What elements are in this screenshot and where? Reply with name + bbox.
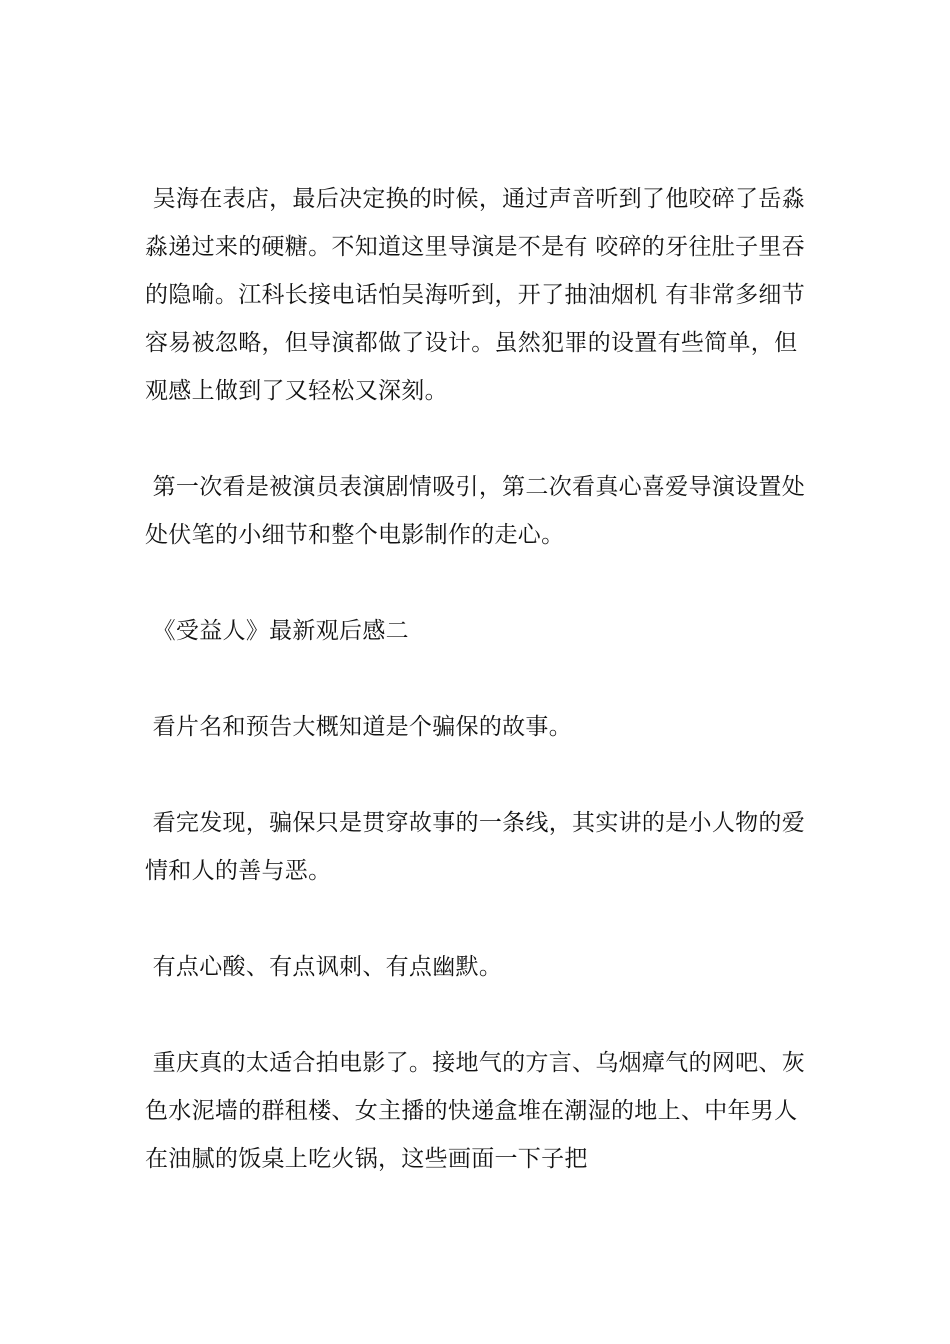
paragraph-1: 吴海在表店，最后决定换的时候，通过声音听到了他咬碎了岳淼淼递过来的硬糖。不知道这里导演是不是有 咬碎的牙往肚子里吞 的隐喻。江科长接电话怕吴海听到，开了抽油烟机 有非常多细节容易被忽略，但导演都做了设计。虽然犯罪的设置有些简单，但观感上做到了又轻松又深刻。	[145, 186, 813, 404]
paragraph-4: 看完发现，骗保只是贯穿故事的一条线，其实讲的是小人物的爱情和人的善与恶。	[145, 810, 806, 884]
section-heading: 《受益人》最新观后感二	[145, 618, 409, 644]
document-body	[145, 175, 813, 1231]
paragraph-5: 有点心酸、有点讽刺、有点幽默。	[145, 954, 503, 980]
paragraph-2: 第一次看是被演员表演剧情吸引，第二次看真心喜爱导演设置处处伏笔的小细节和整个电影制作的走心。	[145, 474, 806, 548]
paragraph-3: 看片名和预告大概知道是个骗保的故事。	[145, 714, 573, 740]
paragraph-6: 重庆真的太适合拍电影了。接地气的方言、乌烟瘴气的网吧、灰色水泥墙的群租楼、女主播的快递盒堆在潮湿的地上、中年男人在油腻的饭桌上吃火锅，这些画面一下子把	[145, 1050, 806, 1172]
